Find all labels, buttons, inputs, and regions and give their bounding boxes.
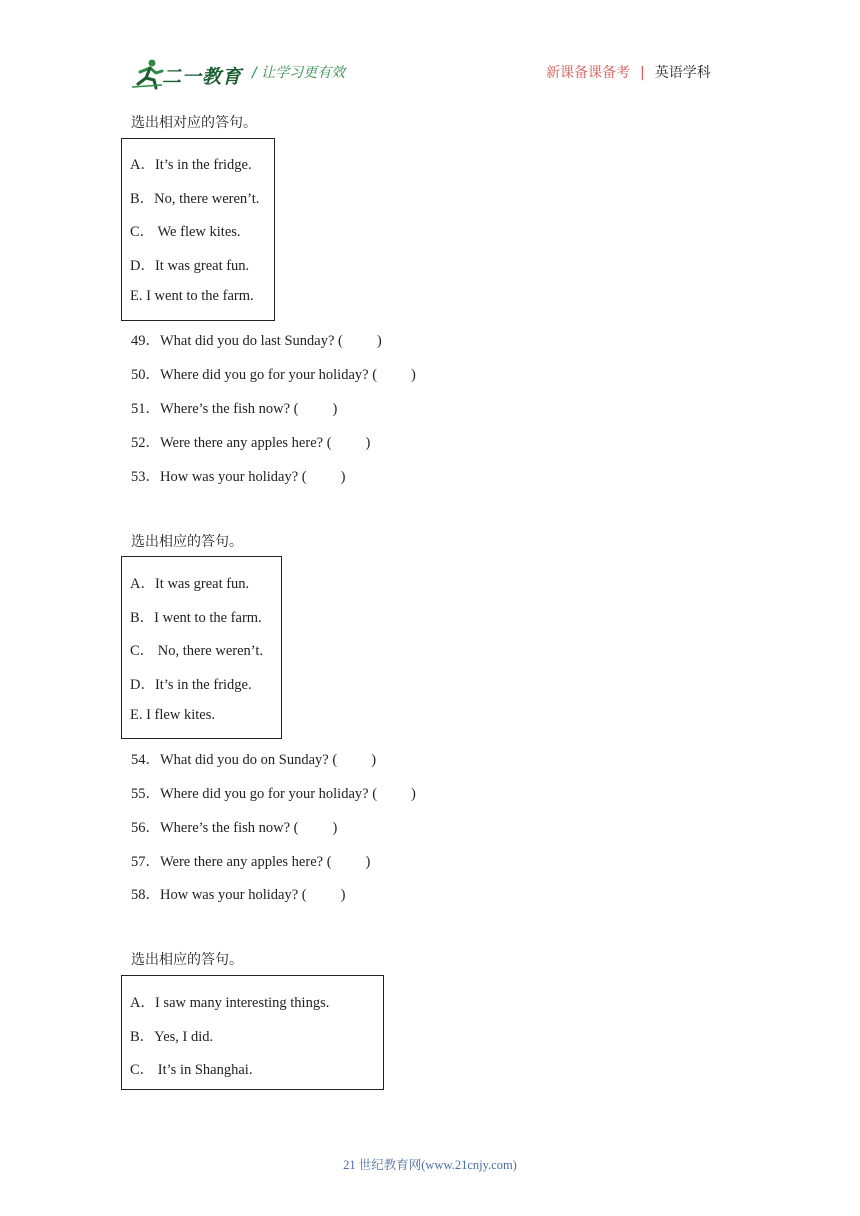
option-b: B．No, there weren’t. (130, 191, 260, 207)
question-close: ) (411, 786, 416, 802)
section-3-title: 选出相应的答句。 (131, 952, 243, 968)
section-3-options-box (121, 975, 384, 1090)
question-51 (131, 397, 337, 418)
option-a: A．I saw many interesting things. (130, 995, 330, 1011)
question-number: 58． (131, 887, 160, 903)
option-e: E. I went to the farm. (130, 288, 254, 304)
question-50 (131, 363, 416, 384)
question-52 (131, 431, 370, 452)
question-close: ) (365, 435, 371, 451)
question-text: How was your holiday? ( (160, 887, 307, 903)
option-a: A．It was great fun. (130, 576, 250, 592)
page-footer: 21 世纪教育网(www.21cnjy.com) (343, 1158, 517, 1172)
question-text: Where’s the fish now? ( (160, 820, 299, 836)
question-53 (131, 465, 345, 486)
header-separator: | (640, 65, 645, 81)
option-b: B．Yes, I did. (130, 1029, 214, 1045)
option-d: D．It was great fun. (130, 258, 250, 274)
option-d: D．It’s in the fridge. (130, 677, 252, 693)
question-number: 50． (131, 367, 160, 383)
runner-logo-icon (132, 58, 166, 90)
section-2-options-box (121, 556, 282, 739)
question-58 (131, 883, 345, 904)
question-close: ) (340, 887, 346, 903)
option-b: B．I went to the farm. (130, 610, 262, 626)
section-1-options-box (121, 138, 275, 321)
page-header (0, 0, 860, 100)
question-number: 56． (131, 820, 160, 836)
section-2-title: 选出相应的答句。 (131, 534, 243, 550)
question-number: 49． (131, 333, 160, 349)
question-text: Where’s the fish now? ( (160, 401, 299, 417)
question-54 (131, 748, 376, 769)
logo (132, 58, 242, 90)
logo-text: 二一教育 (162, 66, 243, 88)
question-close: ) (371, 752, 377, 768)
header-right (546, 62, 711, 82)
option-e: E. I flew kites. (130, 707, 215, 723)
section-1-title: 选出相对应的答句。 (131, 115, 257, 131)
question-56 (131, 816, 337, 837)
question-close: ) (332, 820, 338, 836)
option-c: C． No, there weren’t. (130, 643, 264, 659)
question-number: 54． (131, 752, 160, 768)
question-55 (131, 782, 416, 803)
question-number: 52． (131, 435, 160, 451)
question-close: ) (411, 367, 416, 383)
question-57 (131, 850, 370, 871)
question-close: ) (332, 401, 338, 417)
option-a: A．It’s in the fridge. (130, 157, 252, 173)
option-c: C． It’s in Shanghai. (130, 1062, 253, 1078)
question-text: Where did you go for your holiday? ( (160, 786, 378, 802)
slogan: / 让学习更有效 (252, 65, 346, 81)
option-c: C． We flew kites. (130, 224, 241, 240)
question-49 (131, 329, 382, 350)
question-close: ) (365, 854, 371, 870)
question-number: 51． (131, 401, 160, 417)
question-text: Where did you go for your holiday? ( (160, 367, 378, 383)
question-text: Were there any apples here? ( (160, 435, 332, 451)
question-number: 55． (131, 786, 160, 802)
question-number: 53． (131, 469, 160, 485)
question-text: What did you do on Sunday? ( (160, 752, 338, 768)
question-close: ) (340, 469, 346, 485)
question-number: 57． (131, 854, 160, 870)
header-subject: 英语学科 (654, 65, 711, 81)
question-text: What did you do last Sunday? ( (160, 333, 343, 349)
question-text: Were there any apples here? ( (160, 854, 332, 870)
question-close: ) (376, 333, 382, 349)
header-course-label: 新课备课备考 (546, 65, 630, 81)
question-text: How was your holiday? ( (160, 469, 307, 485)
